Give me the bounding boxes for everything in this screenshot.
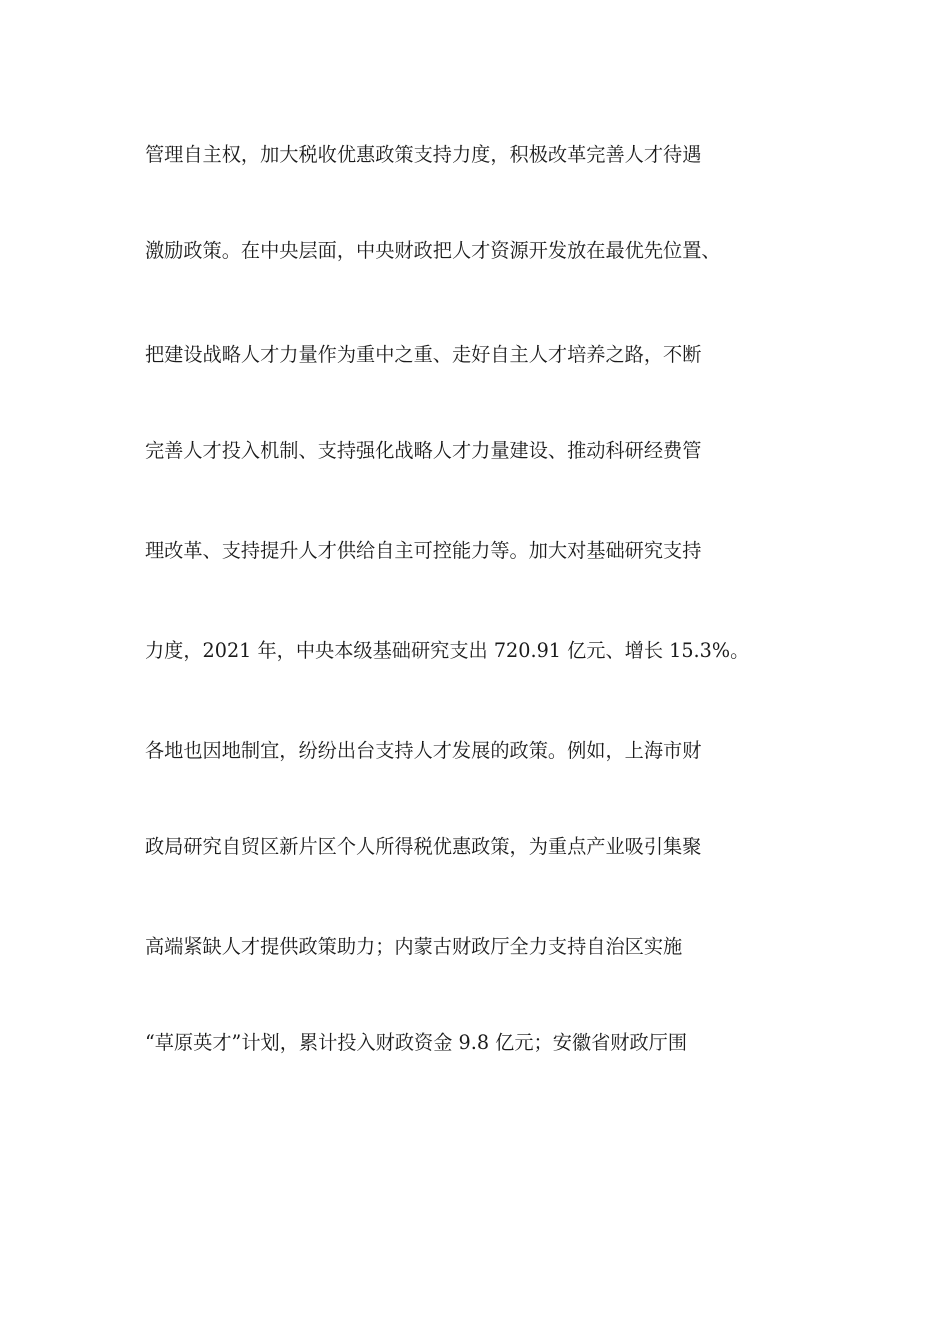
body-text-line: “草原英才”计划，累计投入财政资金 9.8 亿元；安徽省财政厅围 xyxy=(145,1031,688,1054)
body-text-line: 力度，2021 年，中央本级基础研究支出 720.91 亿元、增长 15.3%。 xyxy=(145,639,750,662)
body-text-line: 高端紧缺人才提供政策助力；内蒙古财政厅全力支持自治区实施 xyxy=(145,935,683,958)
body-text-line: 政局研究自贸区新片区个人所得税优惠政策，为重点产业吸引集聚 xyxy=(145,835,702,858)
body-text-line: 激励政策。在中央层面，中央财政把人才资源开发放在最优先位置、 xyxy=(145,239,721,262)
body-text-line: 完善人才投入机制、支持强化战略人才力量建设、推动科研经费管 xyxy=(145,439,702,462)
body-text-line: 把建设战略人才力量作为重中之重、走好自主人才培养之路，不断 xyxy=(145,343,702,366)
body-text-line: 各地也因地制宜，纷纷出台支持人才发展的政策。例如，上海市财 xyxy=(145,739,702,762)
body-text-line: 理改革、支持提升人才供给自主可控能力等。加大对基础研究支持 xyxy=(145,539,702,562)
body-text-line: 管理自主权，加大税收优惠政策支持力度，积极改革完善人才待遇 xyxy=(145,143,702,166)
